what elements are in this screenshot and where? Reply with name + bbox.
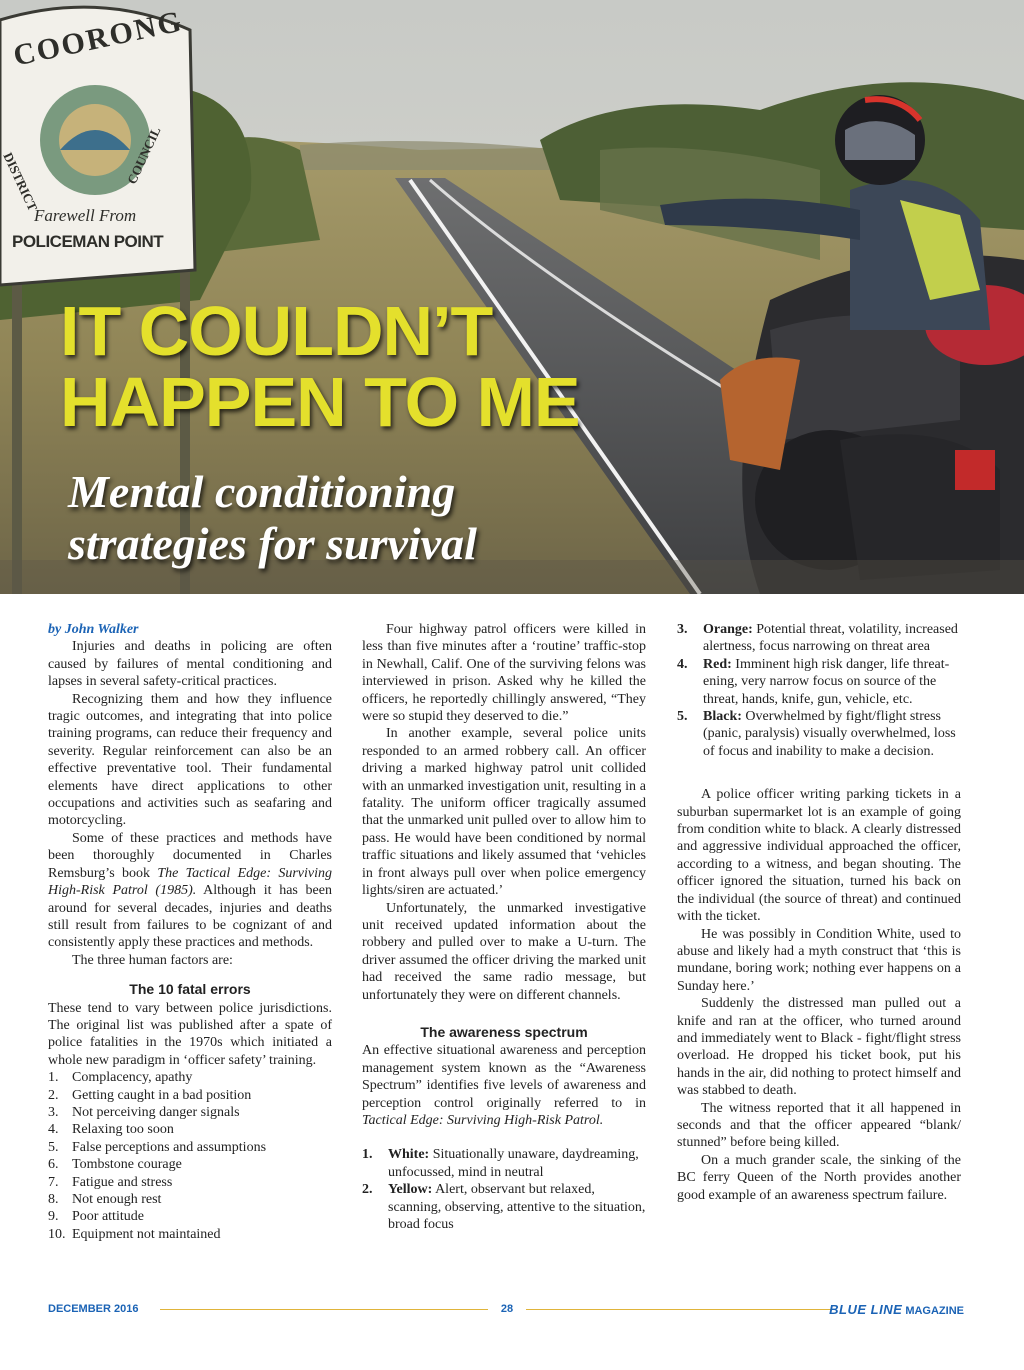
- list-text: Relaxing too soon: [72, 1122, 174, 1138]
- paragraph: The witness reported that it all happened in seconds and that the officer appeared “blank/ stunned” before being killed.: [677, 1100, 961, 1151]
- level-label: White:: [388, 1147, 430, 1163]
- magazine-label: MAGAZINE: [905, 1305, 964, 1317]
- paragraph: In another example, several police units responded to an armed robbery call. An officer driving a marked highway patrol unit collided with an unmarked investigation unit, resulting in a fatality. The uniform officer tragically assumed that the unmarked unit pulled over to allow him to pass. He would have been conditioned by normal traffic situations and likely assumed that ‘vehicles in front always pull over when police emergency lights/siren are actuated.’: [362, 726, 646, 899]
- book-title: Tactical Edge: Surviving High-Risk Patrol.: [362, 1112, 604, 1128]
- sign-left-text: DISTRICT: [0, 150, 41, 214]
- list-text: Tombstone courage: [72, 1157, 182, 1173]
- text-run: Some of these practices and methods have been thoroughly documented in Charles Remsburg’s book: [48, 830, 332, 881]
- list-item: [48, 1087, 332, 1104]
- list-item: [48, 1156, 332, 1173]
- page-footer: [48, 1302, 964, 1318]
- paragraph: [362, 1042, 646, 1129]
- list-number: 5.: [677, 709, 688, 725]
- list-item: [48, 1208, 332, 1225]
- headline-line-1: IT COULDN’T: [60, 292, 493, 370]
- list-text: [388, 1181, 646, 1233]
- paragraph: Suddenly the distressed man pulled out a knife and ran at the officer, who turned around and immediately went to Black - fight/flight stress overload. He dropped his ticket book, put his hands in the air, did nothing to protect himself and was stabbed to death.: [677, 996, 961, 1099]
- list-text: Poor attitude: [72, 1209, 144, 1225]
- list-text: [388, 1146, 646, 1181]
- level-description: Potential threat, volatility, increased alertness, focus narrowing on threat area: [703, 622, 958, 655]
- footer-rule-right: [526, 1309, 834, 1310]
- subheadline-line-1: Mental conditioning: [68, 466, 456, 517]
- book-title: The Tactical Edge: Surviving High-Risk Patrol (1985).: [48, 865, 332, 899]
- magazine-brand: BLUE LINE: [829, 1302, 903, 1317]
- headline-line-2: HAPPEN TO ME: [60, 363, 580, 441]
- headline: [60, 292, 580, 441]
- list-number: 1.: [362, 1147, 373, 1163]
- section-heading: The 10 fatal errors: [129, 981, 251, 998]
- text-run: An effective situational awareness and perception management system known as the “Awareness Spectrum” identifies five levels of awareness and perception control originally referred to in: [362, 1043, 646, 1111]
- list-item: [677, 708, 961, 760]
- text-run: Although it has been around for several decades, injuries and deaths still result from failures to be cognizant of and consistently apply these practices and methods.: [48, 883, 332, 951]
- level-description: Situationally unaware, daydreaming, unfocussed, mind in neutral: [388, 1147, 639, 1180]
- paragraph: A police officer writing parking tickets in a suburban supermarket lot is an example of going from condition white to black. A clearly distressed and aggressive individual approached the officer, according to a witness, and began shouting. The officer ignored the situation, turned his back on the individual (the source of threat) and continued with the ticket.: [677, 787, 961, 925]
- list-item: [48, 1104, 332, 1121]
- list-number: 2.: [362, 1182, 373, 1198]
- list-number: 6.: [48, 1157, 59, 1173]
- footer-rule-left: [160, 1309, 488, 1310]
- list-text: [703, 656, 961, 708]
- article-column-1: [48, 621, 332, 1243]
- paragraph: On a much grander scale, the sinking of the BC ferry Queen of the North provides another good example of an awareness spectrum failure.: [677, 1152, 961, 1203]
- list-number: 9.: [48, 1209, 59, 1225]
- list-number: 3.: [677, 622, 688, 637]
- magazine-name: [829, 1302, 964, 1317]
- road-sign: [0, 0, 200, 280]
- article-column-2: [362, 621, 646, 1233]
- list-number: 3.: [48, 1104, 59, 1120]
- list-item: [677, 621, 961, 656]
- byline: by John Walker: [48, 622, 139, 637]
- subheadline: [68, 466, 477, 570]
- list-text: Equipment not maintained: [72, 1226, 221, 1242]
- paragraph: He was possibly in Condition White, used to abuse and likely had a myth construct that ‘this is mundane, boring work; nothing ever happens on a Sunday here.’: [677, 926, 961, 994]
- awareness-levels-list: [362, 1146, 646, 1233]
- sign-place: POLICEMAN POINT: [12, 232, 164, 251]
- list-item: [362, 1146, 646, 1181]
- level-label: Orange:: [703, 622, 753, 637]
- list-number: 7.: [48, 1174, 59, 1190]
- list-item: [48, 1121, 332, 1138]
- hero-photo: [0, 0, 1024, 594]
- level-description: Imminent high risk danger, life threatening, very narrow focus on source of the threat, hands, knife, gun, vehicle, etc.: [703, 656, 950, 707]
- list-number: 4.: [48, 1122, 59, 1138]
- subheadline-line-2: strategies for survival: [68, 518, 477, 569]
- list-item: [48, 1226, 332, 1243]
- list-number: 10.: [48, 1226, 66, 1242]
- page-number: 28: [500, 1303, 514, 1315]
- paragraph: The three human factors are:: [72, 952, 233, 968]
- list-text: Fatigue and stress: [72, 1174, 173, 1190]
- list-number: 2.: [48, 1087, 59, 1103]
- spacer: [362, 1129, 646, 1146]
- list-text: Complacency, apathy: [72, 1070, 193, 1086]
- issue-date: DECEMBER 2016: [48, 1303, 139, 1315]
- list-text: Not enough rest: [72, 1192, 162, 1207]
- level-label: Black:: [703, 709, 742, 725]
- list-text: False perceptions and assumptions: [72, 1139, 267, 1155]
- list-item: [48, 1139, 332, 1156]
- list-number: 8.: [48, 1192, 59, 1207]
- list-item: [677, 656, 961, 708]
- paragraph: Unfortunately, the unmarked investigative unit received updated information about the robbery and pulled over to make a U-turn. The driver assumed the officer driving the marked unit had received the same radio message, but unfortunately they were on different channels.: [362, 900, 646, 1003]
- level-label: Yellow:: [388, 1182, 433, 1198]
- sign-right-text: COUNCIL: [124, 124, 164, 187]
- article-column-3: [677, 621, 961, 1204]
- paragraph: Injuries and deaths in policing are often caused by failures of mental conditioning and lapses in several safety-critical practices.: [48, 639, 332, 690]
- sign-arc-text: COORONG: [10, 4, 186, 73]
- fatal-errors-list: [48, 1069, 332, 1243]
- list-item: [48, 1174, 332, 1191]
- list-text: [703, 708, 961, 760]
- list-text: [703, 621, 961, 656]
- paragraph: [48, 830, 332, 952]
- awareness-levels-list-continued: [677, 621, 961, 760]
- list-number: 1.: [48, 1070, 59, 1086]
- level-description: Overwhelmed by fight/flight stress (panic, paralysis) visually overwhelmed, loss of focus and inability to make a decision.: [703, 709, 956, 759]
- paragraph: These tend to vary between police jurisdictions. The original list was published after a spate of police fatalities in the 1970s which initiated a whole new paradigm in ‘officer safety’ training.: [48, 1000, 332, 1068]
- level-description: Alert, observant but relaxed, scanning, observing, attentive to the situation, broad focus: [388, 1182, 646, 1232]
- paragraph: Recognizing them and how they influence tragic outcomes, and integrating that into police training programs, can reduce their frequency and severity. Regular reinforcement can also be an effective preventative tool. Their fundamental elements have direct applications to other occupations and activities such as seafaring and motorcycling.: [48, 691, 332, 829]
- section-heading: The awareness spectrum: [420, 1023, 588, 1040]
- list-number: 4.: [677, 656, 688, 672]
- list-item: [362, 1181, 646, 1233]
- sign-farewell: Farewell From: [34, 206, 137, 225]
- list-number: 5.: [48, 1139, 59, 1155]
- level-label: Red:: [703, 656, 732, 672]
- list-item: [48, 1069, 332, 1086]
- list-item: [48, 1191, 332, 1208]
- list-text: Getting caught in a bad position: [72, 1087, 252, 1103]
- list-text: Not perceiving danger signals: [72, 1104, 240, 1120]
- paragraph: Four highway patrol officers were killed in less than five minutes after a ‘routine’ traffic-stop in Newhall, Calif. One of the surviving felons was interviewed in prison. Asked why he killed the officers, he reportedly chillingly answered, “They were so stupid they deserved to die.”: [362, 622, 646, 725]
- spacer: [677, 760, 961, 786]
